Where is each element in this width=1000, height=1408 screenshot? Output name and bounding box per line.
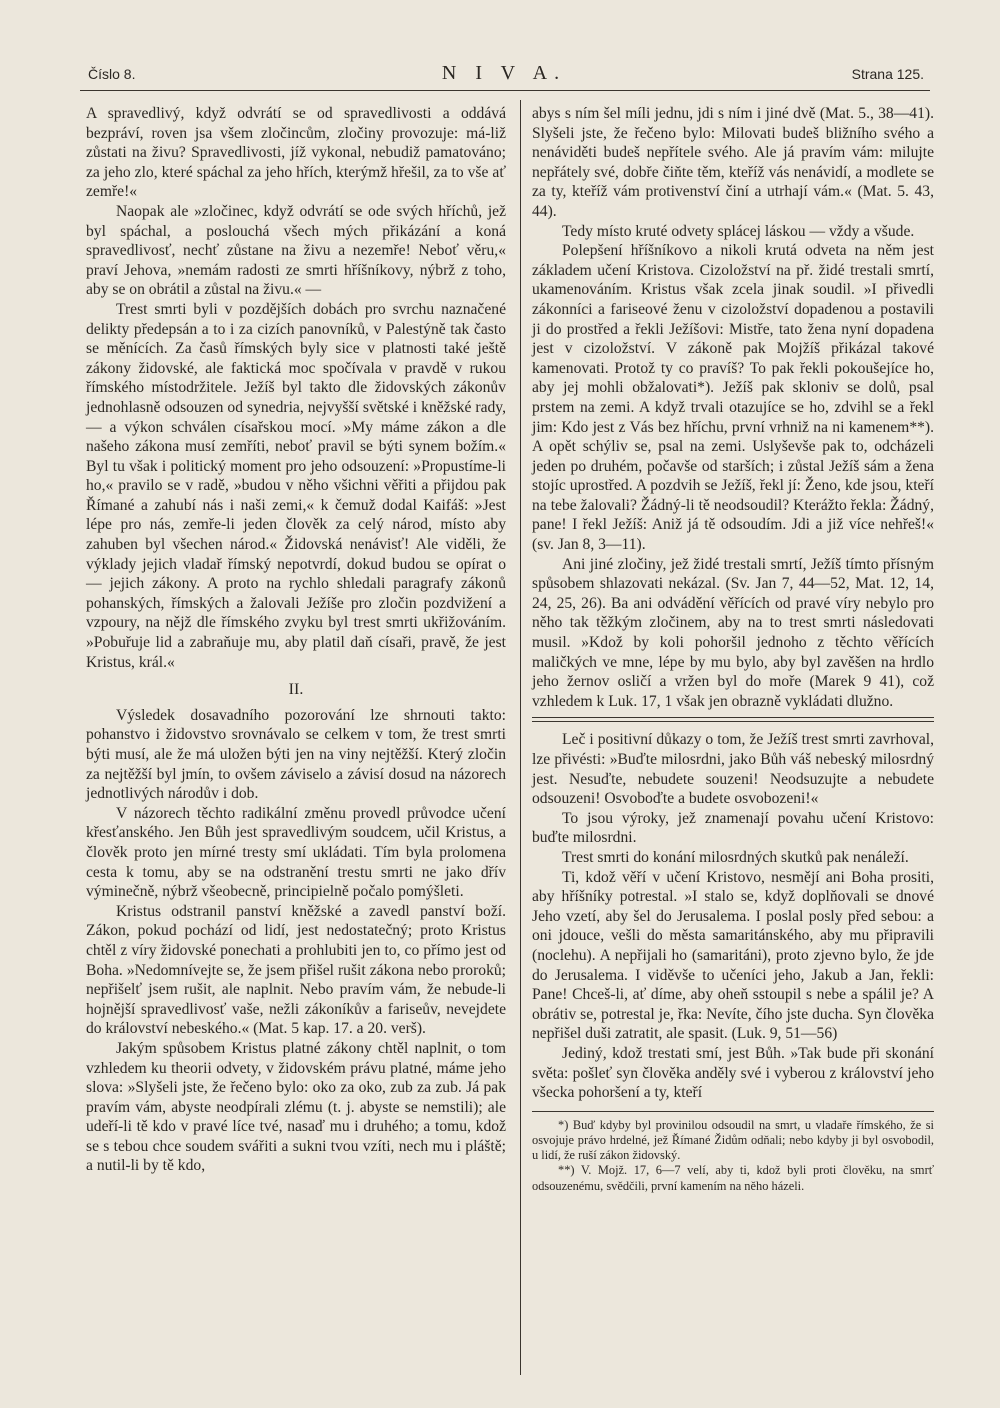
paragraph: Ti, kdož věří v učení Kristovo, nesmějí ani Boha prositi, aby hříšníky potrestal. »I stalo se, když doplňovali se dnové Jeho vzetí, aby šel do Jerusalema. I poslal posly před sebou: a oni jdouce, vešli do města samaritánského, aby mu připravili (noclehu). A nepřijali ho (samaritáni), proto zjevno bylo, že jde do Jerusalema. I viděvše to učeníci jeho, Jakub a Jan, řekli: Pane! Chceš-li, ať díme, aby oheň sstoupil s nebe a spálil je? A obrátiv se, potrestal je, řka: Nevíte, čího jste ducha. Syn člověka nepřišel duši zatratit, ale spasit. (Luk. 9, 51—56) bbox=[532, 868, 934, 1043]
section-rule bbox=[532, 717, 934, 722]
paragraph: Jakým spůsobem Kristus platné zákony chtěl naplnit, o tom vzhledem ku theorii odvety, v židovském právu platné, máme jeho slova: »Slyšeli jste, že řečeno bylo: oko za oko, zub za zub. Já pak pravím vám, abyste neodpírali zlému (t. j. abyste se nemstili); ale udeří-li tě kdo v pravé líce tvé, nasaď mu i druhého; a tomu, kdož se s tebou chce soudem svářiti a sukni tvou vzíti, nech mu i pláště; a nutil-li by tě kdo, bbox=[86, 1039, 506, 1175]
page-header bbox=[80, 62, 928, 92]
left-column bbox=[86, 104, 506, 1176]
right-column bbox=[532, 104, 934, 1194]
paragraph: Výsledek dosavadního pozorování lze shrnouti takto: pohanstvo i židovstvo srovnávalo se celkem v tom, že trest smrti býti musí, ale že má uložen býti jen na viny nejtěžší. Který zločin za nejtěžší byl jmín, to ovšem záviselo a závisí dosud na názorech jednotlivých národův i dob. bbox=[86, 706, 506, 803]
paragraph: Trest smrti do konání milosrdných skutků pak nenáleží. bbox=[562, 848, 909, 866]
paragraph: Trest smrti byli v pozdějších dobách pro svrchu naznačené delikty předepsán a to i za cizích panovníků, v Palestýně tak často se měnících. Za časů římských byly sice v platnosti také ještě zákony židovské, ale faktická moc spočívala v pravdě v rukou římského místodržitele. Ježíš byl takto dle židovských zákonův jednohlasně odsouzen od synedria, nejvyšší světské i kněžské rady, — a výkon schválen císařskou mocí. »My máme zákon a dle našeho zákona musí zemříti, neboť pravil se býti synem božím.« Byl tu však i politický moment pro jeho odsouzení: »Propustíme-li ho,« pravilo se v radě, »budou v něho všichni věřiti a přijdou pak Římané a zahubí nás i naši zemi,« k čemuž dodal Kaifáš: »Jest lépe pro nás, zemře-li jeden člověk za celý národ, místo aby zahuben byl všechen národ.« Židovská nenávisť! Ale viděli, že výklady jejich vladař římský nepotvrdí, dokud budou se opírat o — jejich zákony. A proto na rychlo shledali paragrafy zákonů pohanských, římských a žalovali Ježíše pro zločin pozdvižení a vzpoury, na nějž dle římského zvyku byl trest smrti ukřižováním. »Pobuřuje lid a zabraňuje mu, aby platil daň císaři, pravě, že jest Kristus, král.« bbox=[86, 300, 506, 671]
section-heading: II. bbox=[288, 681, 304, 699]
journal-title: N I V A. bbox=[441, 62, 567, 84]
page-number: Strana 125. bbox=[851, 66, 924, 82]
issue-number: Číslo 8. bbox=[88, 66, 136, 82]
paragraph: Ani jiné zločiny, jež židé trestali smrtí, Ježíš tímto přísným spůsobem shlazovati nekázal. (Sv. Jan 7, 44—52, Mat. 12, 14, 24, 25, 26). Ba ani odvádění věřících od pravé víry nebylo pro něho tak těžkým zločinem, aby na to trest smrti následovati musil. »Kdož by koli pohoršil jednoho z těchto věřících maličkých ve mne, lépe by mu bylo, aby byl zavěšen na hrdlo jeho žernov osličí a vržen byl do moře (Marek 9 41), což vzhledem k Luk. 17, 1 však jen obrazně vykládati dlužno. bbox=[532, 555, 934, 710]
footnotes bbox=[532, 1118, 934, 1194]
paragraph: Naopak ale »zločinec, když odvrátí se ode svých hříchů, jež byl spáchal, a poslouchá všech mých přikázání a koná spravedlivosť, nechť zůstane na živu a nezemře! Neboť věru,« praví Jehova, »nemám radosti ze smrti hříšníkovy, nýbrž z toho, aby se on obrátil a zůstal na živu.« — bbox=[86, 202, 506, 299]
paragraph: Polepšení hříšníkovo a nikoli krutá odveta na něm jest základem učení Kristova. Cizoložství na př. židé trestali smrtí, ukamenováním. Kristus však zcela jinak soudil. »I přivedli zákonníci a fariseové ženu v cizoložství dopadenou a postavili ji do prostřed a řekli Ježíšovi: Mistře, tato žena nyní dopadena jest v cizoložství. V zákoně pak Mojžíš přikázal takové kamenovati. Protož ty co pravíš? To pak řekli pokoušejíce ho, aby jej mohli obžalovati*). Ježíš pak skloniv se dolů, psal prstem na zemi. A když trvali otazujíce se ho, zdvihl se a řekl jim: Kdo jest z Vás bez hříchu, první vrhniž na ni kamenem**). A opět schýliv se, psal na zemi. Uslyševše pak to, odcházeli jeden po druhém, počavše od starších; i zůstal Ježíš sám a žena stojíc uprostřed. A pozdvih se Ježíš, řekl jí: Ženo, kde jsou, kteří na tebe žalovali? Žádný-li tě neodsoudil? Kterážto řekla: Žádný, pane! I řekl Ježíš: Aniž já tě odsoudím. Jdi a již více nehřeš!« (sv. Jan 8, 3—11). bbox=[532, 242, 934, 554]
footnote-rule bbox=[532, 1111, 934, 1112]
paragraph: V názorech těchto radikální změnu provedl průvodce učení křesťanského. Jen Bůh jest spravedlivým soudcem, učil Kristus, a člověk proto jen mírné tresty smí ukládati. Tím byla prolomena cesta k tomu, aby se na odstranění trestu smrti ne jako dřív výminečně, nýbrž všeobecně, principielně počalo pomýšleti. bbox=[86, 804, 506, 901]
footnote: *) Buď kdyby byl provinilou odsoudil na smrt, u vladaře římského, že si osvojuje právo hrdelné, jež Římané Židům odňali; nebo kdyby ji byl osvobodil, u lidí, že ruší zákon židovský. bbox=[532, 1117, 934, 1163]
header-rule bbox=[80, 90, 930, 91]
column-divider bbox=[520, 100, 521, 1375]
paragraph: A spravedlivý, když odvrátí se od spravedlivosti a oddává bezpráví, roven jsa všem zločincům, zločiny provozuje: má-liž zůstati na živu? Spravedlivosti, jíž vykonal, nebudiž pamatováno; za jeho zlo, které spáchal za jeho hřích, kterýmž hřešil, za to vše ať zemře!« bbox=[86, 105, 506, 201]
paragraph: abys s ním šel míli jednu, jdi s ním i jiné dvě (Mat. 5., 38—41). Slyšeli jste, že řečeno bylo: Milovati budeš bližního svého a nenáviděti budeš nepřítele svého. Ale já pravím vám: milujte nepřátely své, dobře čiňte těm, kteříž vás nenávidí, a modlete se za ty, kteříž vám protivenství činí a utrhají vám.« (Mat. 5. 43, 44). bbox=[532, 105, 934, 220]
footnote: **) V. Mojž. 17, 6—7 velí, aby ti, kdož byli proti člověku, na smrť odsouzenému, svědčili, první kamením na něho házeli. bbox=[532, 1163, 934, 1193]
paragraph: Kristus odstranil panství kněžské a zavedl panství boží. Zákon, pokud pochází od lidí, jest nedostatečný; proto Kristus chtěl z víry židovské ponechati a prohlubiti jen to, co přímo jest od Boha. »Nedomnívejte se, že jsem přišel rušit zákona nebo proroků; nepřišelť jsem rušit, ale naplnit. Nebo pravím vám, že nebude-li hojnější spravedlivosť vaše, nežli zákoníkův a fariseův, nevejdete do království nebeského.« (Mat. 5 kap. 17. a 20. verš). bbox=[86, 902, 506, 1038]
paragraph: Tedy místo kruté odvety splácej láskou — vždy a všude. bbox=[562, 222, 915, 240]
paragraph: Leč i positivní důkazy o tom, že Ježíš trest smrti zavrhoval, lze přivésti: »Buďte milosrdni, jako Bůh váš nebeský milosrdný jest. Nesuďte, nebudete souzeni! Neodsuzujte a nebudete odsouzeni! Osvoboďte a budete osvobozeni!« bbox=[532, 731, 934, 808]
paragraph: Jediný, kdož trestati smí, jest Bůh. »Tak bude při skonání světa: pošleť syn člověka anděly své i vyberou z království jeho všecka pohoršení a ty, kteří bbox=[532, 1044, 934, 1102]
paragraph: To jsou výroky, jež znamenají povahu učení Kristovo: buďte milosrdni. bbox=[532, 809, 934, 847]
